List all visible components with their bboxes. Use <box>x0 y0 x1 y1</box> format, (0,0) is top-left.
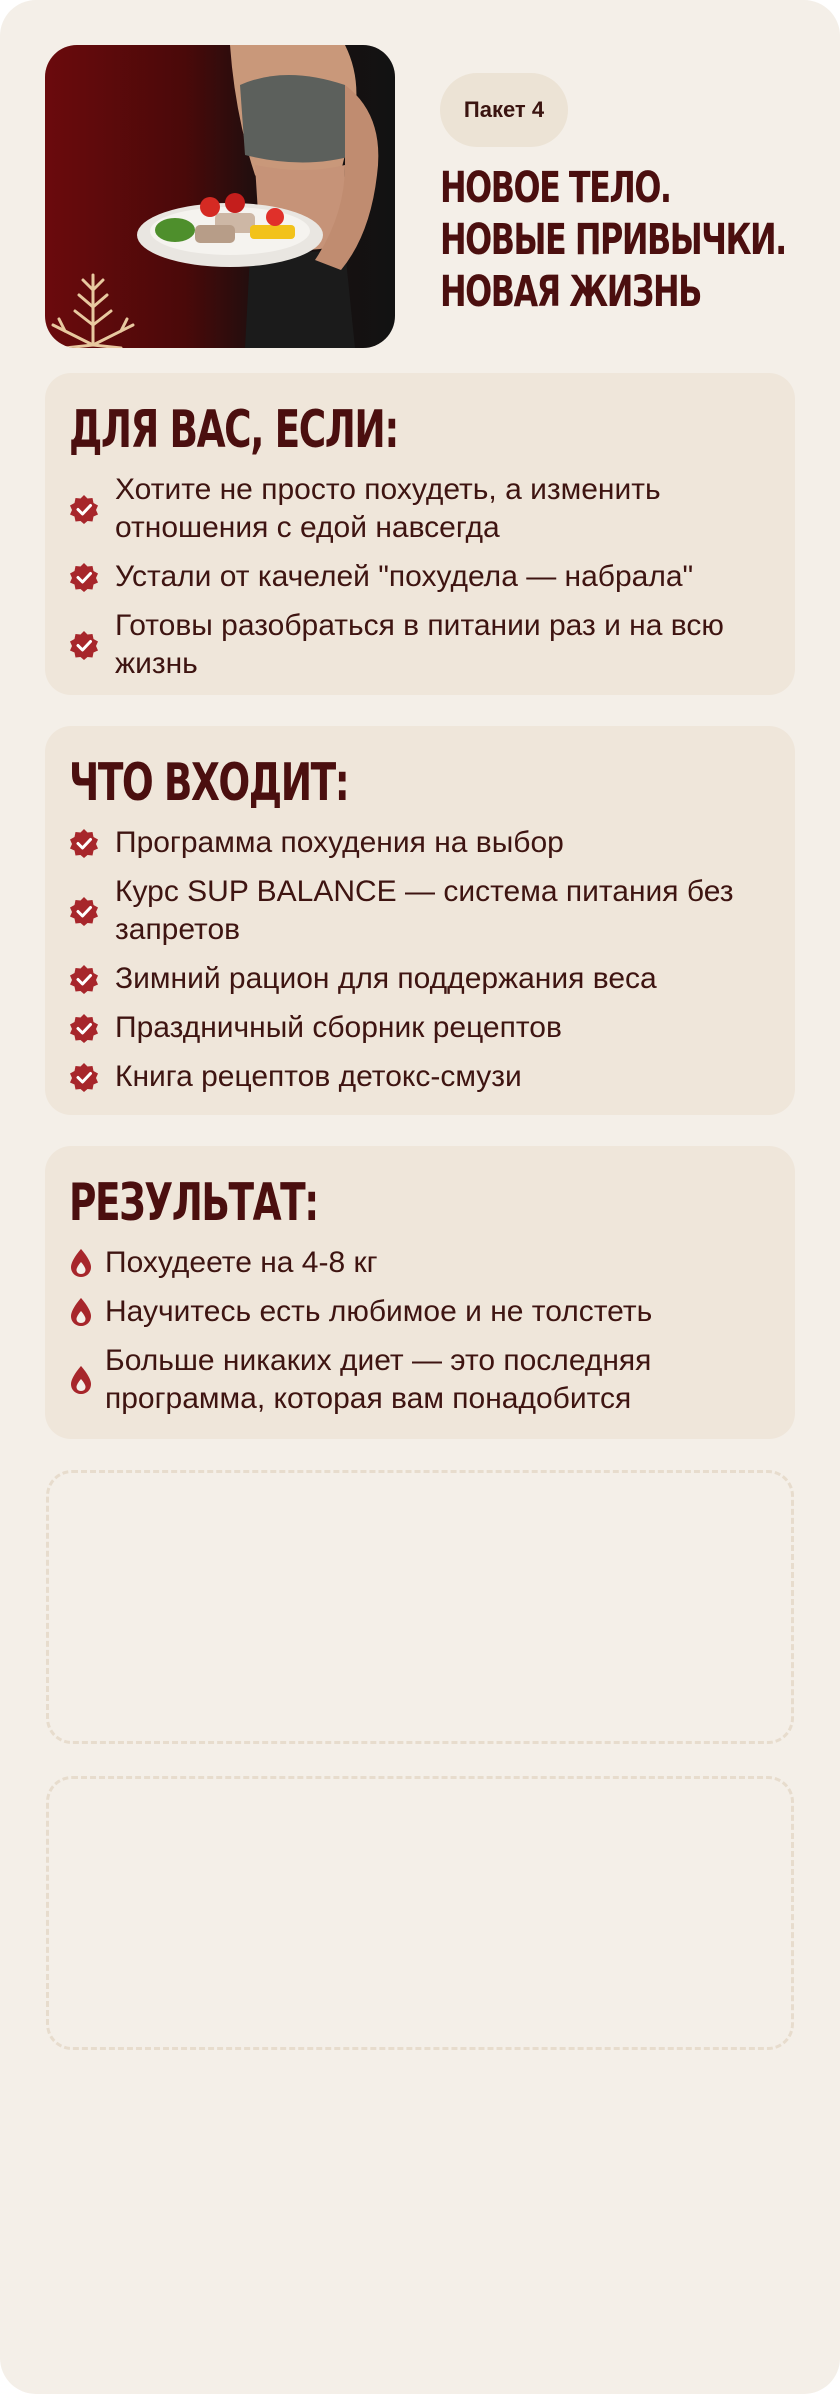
blood-drop-icon <box>69 1297 93 1327</box>
list-item <box>69 1244 771 1282</box>
section-title: РЕЗУЛЬТАТ: <box>69 1173 318 1233</box>
headline-line-1: НОВОЕ ТЕЛО. <box>440 163 671 213</box>
list-item-text: Научитесь есть любимое и не толстеть <box>105 1295 653 1328</box>
list-item-text: Больше никаких диет — это последняя программа, которая вам понадобится <box>105 1344 652 1415</box>
hero-image <box>45 45 395 348</box>
result-section <box>45 1146 795 1439</box>
list-item-text: Устали от качелей "похудела — набрала" <box>115 560 694 593</box>
list-item <box>69 558 771 596</box>
headline <box>440 162 786 318</box>
list-item <box>69 960 771 998</box>
package-label: Пакет 4 <box>463 97 545 122</box>
check-badge-icon <box>69 828 99 858</box>
check-badge-icon <box>69 1062 99 1092</box>
list-item <box>69 873 771 949</box>
section-title: ЧТО ВХОДИТ: <box>69 753 349 813</box>
list-item-text: Хотите не просто похудеть, а изменить отношения с едой навсегда <box>115 473 661 544</box>
blood-drop-icon <box>69 1365 93 1395</box>
list-item-text: Готовы разобраться в питании раз и на всю жизнь <box>115 609 724 680</box>
list-item <box>69 1009 771 1047</box>
list-item <box>69 607 771 683</box>
list-item-text: Праздничный сборник рецептов <box>115 1011 562 1044</box>
list-item-text: Курс SUP BALANCE — система питания без запретов <box>115 875 734 946</box>
list-item <box>69 824 771 862</box>
check-badge-icon <box>69 964 99 994</box>
list-item-text: Зимний рацион для поддержания веса <box>115 962 657 995</box>
empty-slot <box>46 1470 794 1744</box>
list-item <box>69 1342 771 1418</box>
check-badge-icon <box>69 494 99 524</box>
check-badge-icon <box>69 896 99 926</box>
check-badge-icon <box>69 562 99 592</box>
headline-line-3: НОВАЯ ЖИЗНЬ <box>440 267 701 317</box>
list-item-text: Программа похудения на выбор <box>115 826 564 859</box>
blood-drop-icon <box>69 1248 93 1278</box>
included-section <box>45 726 795 1115</box>
section-title: ДЛЯ ВАС, ЕСЛИ: <box>69 400 398 460</box>
package-badge <box>440 73 568 147</box>
check-badge-icon <box>69 630 99 660</box>
list-item-text: Книга рецептов детокс-смузи <box>115 1060 522 1093</box>
for-you-section <box>45 373 795 695</box>
headline-line-2: НОВЫЕ ПРИВЫЧКИ. <box>440 215 786 265</box>
list-item <box>69 471 771 547</box>
empty-slot <box>46 1776 794 2050</box>
check-badge-icon <box>69 1013 99 1043</box>
snowflake-icon <box>53 275 133 348</box>
list-item-text: Похудеете на 4-8 кг <box>105 1246 378 1279</box>
list-item <box>69 1293 771 1331</box>
list-item <box>69 1058 771 1096</box>
